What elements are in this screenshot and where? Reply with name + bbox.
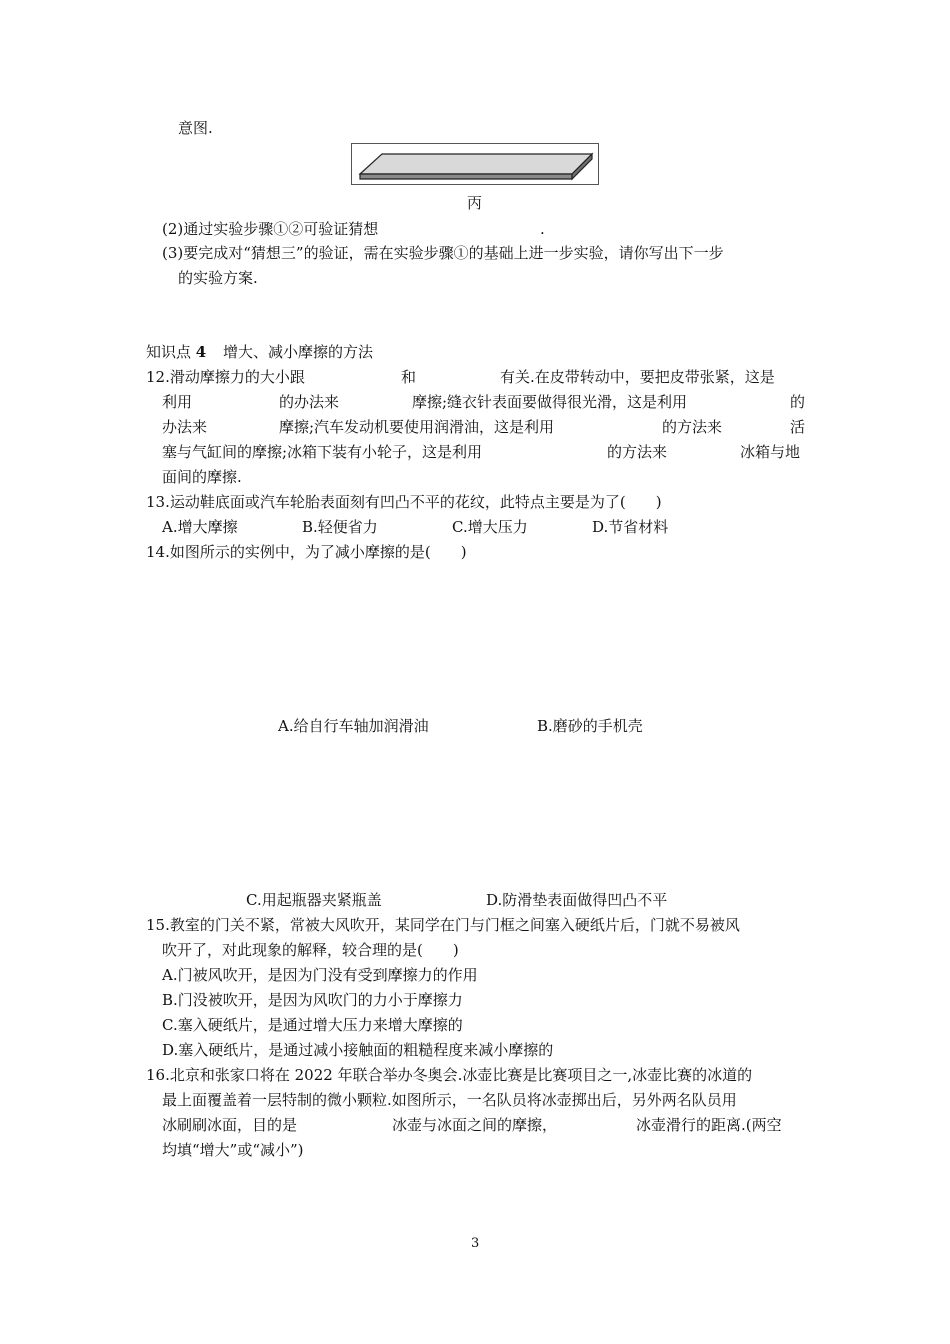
q14-option-b: B.磨砂的手机壳 [537,717,643,735]
q12-line2-b: 的办法来 [279,393,340,411]
q13-option-d: D.节省材料 [592,518,669,536]
section-heading [146,342,373,362]
q12-line4-b: 的方法来 [607,443,668,461]
q11-part2: (2)通过实验步骤①②可验证猜想 [162,220,379,238]
q14-option-c: C.用起瓶器夹紧瓶盖 [246,891,382,909]
q15-line2: 吹开了，对此现象的解释，较合理的是( ) [162,941,459,959]
q15-option-d: D.塞入硬纸片，是通过减小接触面的粗糙程度来减小摩擦的 [162,1041,554,1059]
q12-line3-d: 活 [790,418,806,436]
text-fragment: 意图. [178,119,213,137]
q16-line3-a: 冰刷刷冰面，目的是 [162,1116,298,1134]
q15-option-b: B.门没被吹开，是因为风吹门的力小于摩擦力 [162,991,463,1009]
q11-part3-line1: (3)要完成对“猜想三”的验证，需在实验步骤①的基础上进一步实验，请你写出下一步 [162,244,724,262]
q16-line4: 均填“增大”或“减小”) [162,1141,304,1159]
q16-line2: 最上面覆盖着一层特制的微小颗粒.如图所示，一名队员将冰壶掷出后，另外两名队员用 [162,1091,737,1109]
figure-caption: 丙 [467,194,483,212]
q13-stem: 13.运动鞋底面或汽车轮胎表面刻有凹凸不平的花纹，此特点主要是为了( ) [146,493,662,511]
q12-line4-c: 冰箱与地 [740,443,801,461]
q15-option-c: C.塞入硬纸片，是通过增大压力来增大摩擦的 [162,1016,463,1034]
q12-line3-a: 办法来 [162,418,208,436]
q15-line1: 15.教室的门关不紧，常被大风吹开，某同学在门与门框之间塞入硬纸片后，门就不易被风 [146,916,740,934]
q11-part2-end: . [540,220,545,238]
q15-option-a: A.门被风吹开，是因为门没有受到摩擦力的作用 [162,966,478,984]
q13-option-c: C.增大压力 [452,518,528,536]
section-prefix: 知识点 [146,343,192,361]
q12-line4-a: 塞与气缸间的摩擦;冰箱下装有小轮子，这是利用 [162,443,483,461]
section-number: 4 [195,343,207,361]
q12-line3-b: 摩擦;汽车发动机要使用润滑油，这是利用 [279,418,555,436]
q11-part3-line2: 的实验方案. [178,269,258,287]
q12-line1-b: 和 [401,368,417,386]
q12-line2-a: 利用 [162,393,193,411]
board-illustration [352,144,600,186]
q12-line2-c: 摩擦;缝衣针表面要做得很光滑，这是利用 [412,393,688,411]
q13-option-b: B.轻便省力 [302,518,378,536]
section-title: 增大、减小摩擦的方法 [223,343,374,361]
q16-line3-b: 冰壶与冰面之间的摩擦， [392,1116,558,1134]
q16-line1: 16.北京和张家口将在 2022 年联合举办冬奥会.冰壶比赛是比赛项目之一,冰壶比赛的冰道的 [146,1066,753,1084]
q13-option-a: A.增大摩擦 [162,518,238,536]
q14-option-d: D.防滑垫表面做得凹凸不平 [486,891,668,909]
figure-frame [351,143,599,185]
q14-stem: 14.如图所示的实例中，为了减小摩擦的是( ) [146,543,467,561]
q12-line5: 面间的摩擦. [162,468,242,486]
page-number: 3 [471,1236,480,1251]
q14-option-a: A.给自行车轴加润滑油 [278,717,429,735]
q12-line1-c: 有关.在皮带转动中，要把皮带张紧，这是 [500,368,775,386]
q12-line2-d: 的 [790,393,806,411]
q16-line3-c: 冰壶滑行的距离.(两空 [636,1116,782,1134]
q12-line1-a: 12.滑动摩擦力的大小跟 [146,368,305,386]
q12-line3-c: 的方法来 [662,418,723,436]
